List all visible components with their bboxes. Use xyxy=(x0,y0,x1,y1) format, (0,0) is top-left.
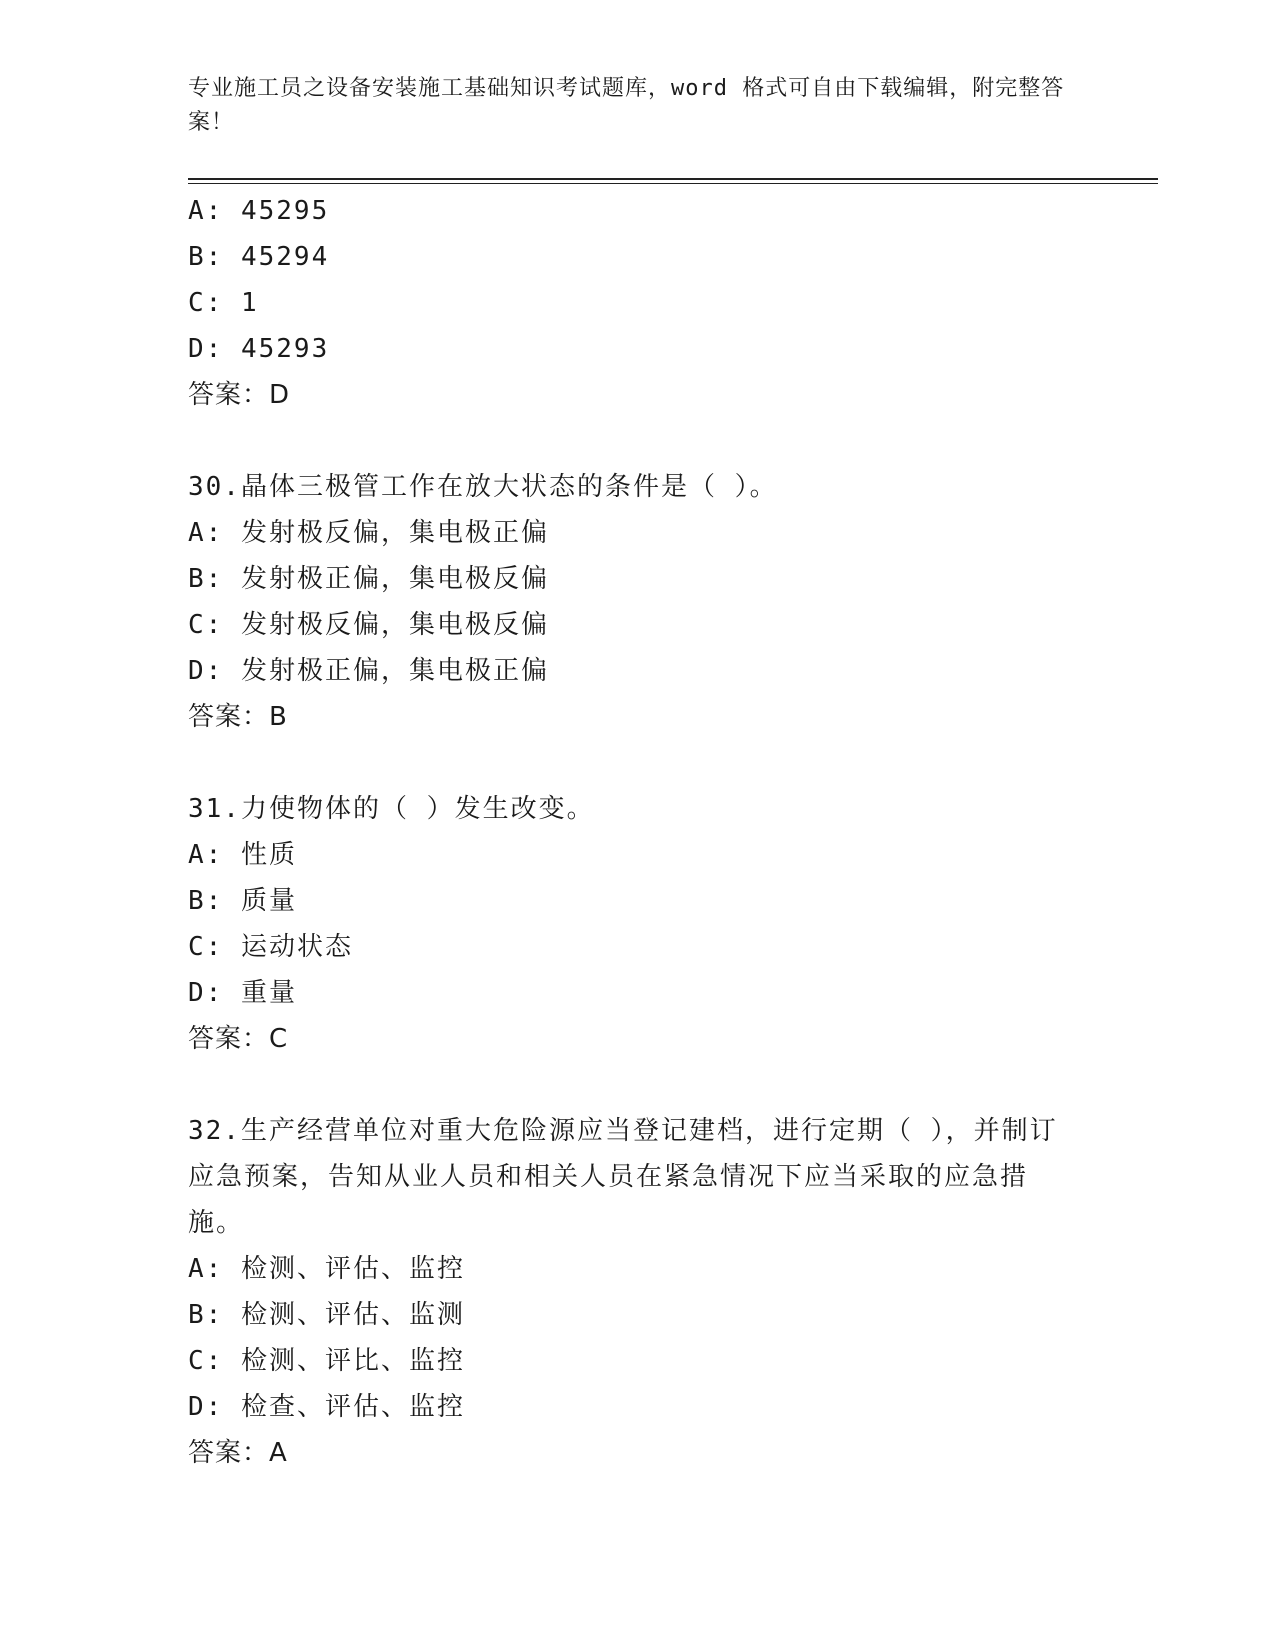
question-31 xyxy=(188,786,1068,1062)
answer: 答案：B xyxy=(188,702,288,732)
answer: 答案：A xyxy=(188,1438,288,1468)
option-c: C: 检测、评比、监控 xyxy=(188,1346,465,1376)
question-29 xyxy=(188,188,1068,418)
question-32 xyxy=(188,1108,1068,1476)
option-c: C: 1 xyxy=(188,288,259,318)
option-a: A: 检测、评估、监控 xyxy=(188,1254,465,1284)
question-stem: 30.晶体三极管工作在放大状态的条件是（ ）。 xyxy=(188,472,778,502)
question-stem: 32.生产经营单位对重大危险源应当登记建档，进行定期（ ），并制订应急预案，告知从业人员和相关人员在紧急情况下应当采取的应急措施。 xyxy=(188,1116,1058,1238)
option-b: B: 发射极正偏，集电极反偏 xyxy=(188,564,549,594)
option-c: C: 运动状态 xyxy=(188,932,353,962)
question-30 xyxy=(188,464,1068,740)
option-b: B: 质量 xyxy=(188,886,297,916)
answer: 答案：C xyxy=(188,1024,289,1054)
option-d: D: 45293 xyxy=(188,334,330,364)
option-c: C: 发射极反偏，集电极反偏 xyxy=(188,610,549,640)
option-a: A: 性质 xyxy=(188,840,297,870)
document-header: 专业施工员之设备安装施工基础知识考试题库，word 格式可自由下载编辑，附完整答案！ xyxy=(188,76,1065,135)
option-b: B: 检测、评估、监测 xyxy=(188,1300,465,1330)
option-d: D: 发射极正偏，集电极正偏 xyxy=(188,656,549,686)
header-divider xyxy=(188,178,1158,184)
spacer xyxy=(188,418,1068,464)
spacer xyxy=(188,740,1068,786)
option-b: B: 45294 xyxy=(188,242,330,272)
option-d: D: 重量 xyxy=(188,978,297,1008)
spacer xyxy=(188,1062,1068,1108)
option-a: A: 发射极反偏，集电极正偏 xyxy=(188,518,549,548)
option-d: D: 检查、评估、监控 xyxy=(188,1392,465,1422)
option-a: A: 45295 xyxy=(188,196,330,226)
answer: 答案：D xyxy=(188,380,291,410)
question-list xyxy=(188,188,1068,1476)
question-stem: 31.力使物体的（ ）发生改变。 xyxy=(188,794,595,824)
